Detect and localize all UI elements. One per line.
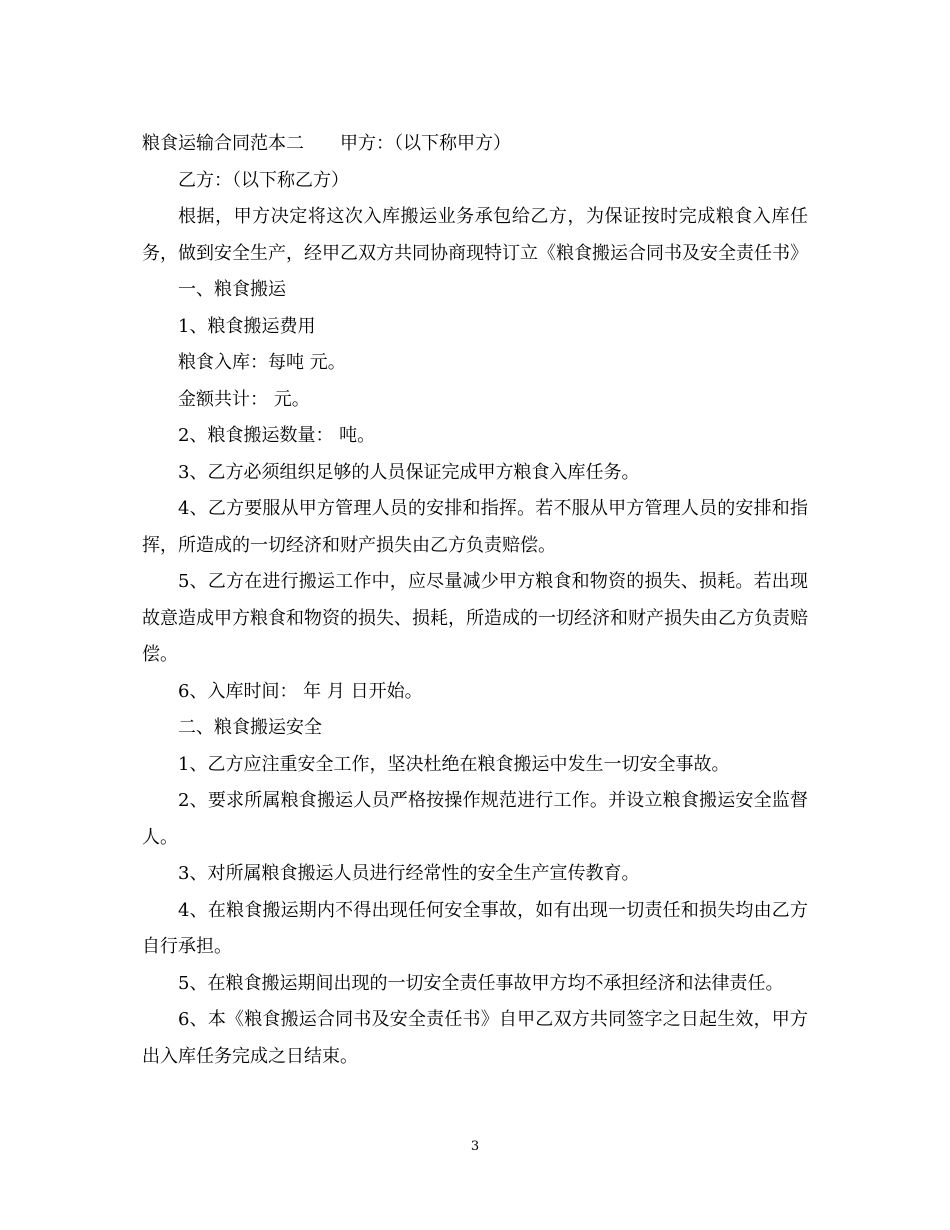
paragraph: 3、对所属粮食搬运人员进行经常性的安全生产宣传教育。 <box>178 863 640 884</box>
paragraph: 4、乙方要服从甲方管理人员的安排和指挥。若不服从甲方管理人员的安排和指挥，所造成的一切经济和财产损失由乙方负责赔偿。 <box>142 498 808 556</box>
document-body <box>142 126 808 1075</box>
paragraph: 乙方：（以下称乙方） <box>178 169 349 191</box>
paragraph: 金额共计： 元。 <box>178 388 310 410</box>
paragraph: 根据，甲方决定将这次入库搬运业务承包给乙方，为保证按时完成粮食入库任务，做到安全生产，经甲乙双方共同协商现特订立《粮食搬运合同书及安全责任书》 <box>142 206 808 264</box>
section-heading: 二、粮食搬运安全 <box>178 717 322 738</box>
paragraph: 2、粮食搬运数量： 吨。 <box>178 425 376 446</box>
section-heading: 一、粮食搬运 <box>178 279 286 300</box>
paragraph: 6、本《粮食搬运合同书及安全责任书》自甲乙双方共同签字之日起生效，甲方出入库任务完成之日结束。 <box>142 1009 808 1067</box>
document-title: 粮食运输合同范本二 <box>142 133 304 154</box>
title-line <box>142 126 808 163</box>
paragraph: 5、乙方在进行搬运工作中，应尽量减少甲方粮食和物资的损失、损耗。若出现故意造成甲方粮食和物资的损失、损耗，所造成的一切经济和财产损失由乙方负责赔偿。 <box>142 571 808 665</box>
paragraph: 4、在粮食搬运期内不得出现任何安全事故，如有出现一切责任和损失均由乙方自行承担。 <box>142 899 808 957</box>
paragraph: 2、要求所属粮食搬运人员严格按操作规范进行工作。并设立粮食搬运安全监督人。 <box>142 790 808 848</box>
paragraph: 1、乙方应注重安全工作，坚决杜绝在粮食搬运中发生一切安全事故。 <box>178 753 730 775</box>
paragraph: 6、入库时间： 年 月 日开始。 <box>178 680 423 702</box>
party-a-line: 甲方：（以下称甲方） <box>340 133 511 154</box>
page-number: 3 <box>470 1139 480 1154</box>
paragraph: 5、在粮食搬运期间出现的一切安全责任事故甲方均不承担经济和法律责任。 <box>178 972 784 994</box>
paragraph: 3、乙方必须组织足够的人员保证完成甲方粮食入库任务。 <box>178 461 640 483</box>
paragraph: 粮食入库：每吨 元。 <box>178 352 346 373</box>
paragraph: 1、粮食搬运费用 <box>178 315 316 337</box>
